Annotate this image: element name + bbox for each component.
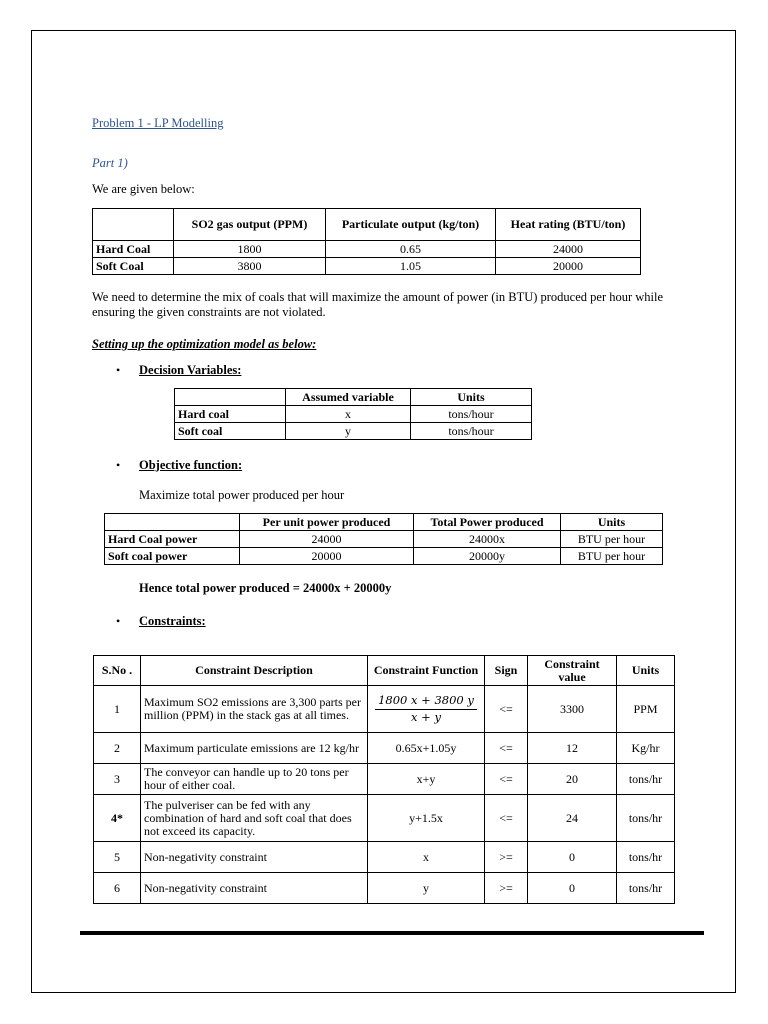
header-particulate: Particulate output (kg/ton) xyxy=(326,209,496,241)
units-cell: tons/hour xyxy=(411,423,532,440)
function-cell: x xyxy=(368,842,485,873)
decision-variables-title: Decision Variables: xyxy=(139,363,242,377)
sno-cell: 5 xyxy=(94,842,141,873)
coal-properties-table xyxy=(92,208,641,275)
empty-corner-cell xyxy=(105,514,240,531)
units-cell: tons/hr xyxy=(617,764,675,795)
units-cell: BTU per hour xyxy=(561,548,663,565)
bullet-icon: • xyxy=(116,614,121,628)
setup-heading: Setting up the optimization model as below: xyxy=(92,337,317,351)
description-cell: Maximum SO2 emissions are 3,300 parts per million (PPM) in the stack gas at all times. xyxy=(141,686,368,733)
function-cell xyxy=(368,686,485,733)
header-units: Units xyxy=(561,514,663,531)
row-label: Hard Coal power xyxy=(105,531,240,548)
header-function: Constraint Function xyxy=(368,656,485,686)
function-cell: x+y xyxy=(368,764,485,795)
sign-cell: <= xyxy=(485,686,528,733)
so2-value: 3800 xyxy=(174,258,326,275)
description-cell: Non-negativity constraint xyxy=(141,842,368,873)
row-label: Soft coal xyxy=(175,423,286,440)
header-heat: Heat rating (BTU/ton) xyxy=(496,209,641,241)
bullet-icon: • xyxy=(116,458,121,472)
table-row xyxy=(93,258,641,275)
header-sno: S.No . xyxy=(94,656,141,686)
heat-value: 24000 xyxy=(496,241,641,258)
value-cell: 20 xyxy=(528,764,617,795)
table-row xyxy=(93,241,641,258)
table-row xyxy=(94,733,675,764)
table-row xyxy=(94,686,675,733)
intro-text: We are given below: xyxy=(92,182,195,196)
units-cell: tons/hour xyxy=(411,406,532,423)
table-row xyxy=(94,842,675,873)
bullet-icon: • xyxy=(116,363,121,377)
units-cell: tons/hr xyxy=(617,873,675,904)
variable-cell: x xyxy=(286,406,411,423)
units-cell: tons/hr xyxy=(617,842,675,873)
sign-cell: >= xyxy=(485,842,528,873)
table-row xyxy=(175,406,532,423)
header-value: Constraint value xyxy=(528,656,617,686)
header-description: Constraint Description xyxy=(141,656,368,686)
total-power-cell: 24000x xyxy=(414,531,561,548)
description-cell: The conveyor can handle up to 20 tons per hour of either coal. xyxy=(141,764,368,795)
fraction-denominator: x + y xyxy=(411,710,441,724)
sign-cell: <= xyxy=(485,764,528,795)
particulate-value: 1.05 xyxy=(326,258,496,275)
sno-cell: 4* xyxy=(94,795,141,842)
sign-cell: >= xyxy=(485,873,528,904)
row-label: Hard coal xyxy=(175,406,286,423)
empty-corner-cell xyxy=(93,209,174,241)
sno-cell: 6 xyxy=(94,873,141,904)
objective-text: Maximize total power produced per hour xyxy=(139,488,345,502)
table-row xyxy=(175,423,532,440)
unit-power-cell: 24000 xyxy=(240,531,414,548)
empty-corner-cell xyxy=(175,389,286,406)
description-cell: Maximum particulate emissions are 12 kg/hr xyxy=(141,733,368,764)
table-row xyxy=(105,531,663,548)
description-cell: The pulveriser can be fed with any combination of hard and soft coal that does not exceed its capacity. xyxy=(141,795,368,842)
goal-paragraph: We need to determine the mix of coals that will maximize the amount of power (in BTU) produced per hour while ensuring the given constraints are not violated. xyxy=(92,290,664,319)
value-cell: 12 xyxy=(528,733,617,764)
header-units: Units xyxy=(411,389,532,406)
total-power-summary: Hence total power produced = 24000x + 20000y xyxy=(139,581,392,595)
description-cell: Non-negativity constraint xyxy=(141,873,368,904)
value-cell: 24 xyxy=(528,795,617,842)
footer-rule xyxy=(80,931,704,935)
units-cell: BTU per hour xyxy=(561,531,663,548)
document-heading[interactable]: Problem 1 - LP Modelling xyxy=(92,116,224,130)
header-sign: Sign xyxy=(485,656,528,686)
total-power-cell: 20000y xyxy=(414,548,561,565)
sno-cell: 1 xyxy=(94,686,141,733)
header-assumed-variable: Assumed variable xyxy=(286,389,411,406)
objective-table xyxy=(104,513,663,565)
table-row xyxy=(105,548,663,565)
row-label: Soft Coal xyxy=(93,258,174,275)
unit-power-cell: 20000 xyxy=(240,548,414,565)
units-cell: Kg/hr xyxy=(617,733,675,764)
header-total-power: Total Power produced xyxy=(414,514,561,531)
part-label: Part 1) xyxy=(92,156,128,170)
value-cell: 0 xyxy=(528,873,617,904)
row-label: Hard Coal xyxy=(93,241,174,258)
function-cell: 0.65x+1.05y xyxy=(368,733,485,764)
sno-cell: 2 xyxy=(94,733,141,764)
header-per-unit-power: Per unit power produced xyxy=(240,514,414,531)
table-row xyxy=(94,795,675,842)
header-so2: SO2 gas output (PPM) xyxy=(174,209,326,241)
table-row xyxy=(94,873,675,904)
decision-variables-table xyxy=(174,388,532,440)
value-cell: 0 xyxy=(528,842,617,873)
table-row xyxy=(94,764,675,795)
objective-title: Objective function: xyxy=(139,458,243,472)
fraction-formula xyxy=(375,694,477,724)
sign-cell: <= xyxy=(485,733,528,764)
function-cell: y xyxy=(368,873,485,904)
fraction-numerator: 1800 x + 3800 y xyxy=(375,694,477,710)
units-cell: tons/hr xyxy=(617,795,675,842)
sno-cell: 3 xyxy=(94,764,141,795)
constraints-table xyxy=(93,655,675,904)
heat-value: 20000 xyxy=(496,258,641,275)
particulate-value: 0.65 xyxy=(326,241,496,258)
variable-cell: y xyxy=(286,423,411,440)
constraints-title: Constraints: xyxy=(139,614,206,628)
function-cell: y+1.5x xyxy=(368,795,485,842)
value-cell: 3300 xyxy=(528,686,617,733)
units-cell: PPM xyxy=(617,686,675,733)
row-label: Soft coal power xyxy=(105,548,240,565)
header-units: Units xyxy=(617,656,675,686)
sign-cell: <= xyxy=(485,795,528,842)
so2-value: 1800 xyxy=(174,241,326,258)
